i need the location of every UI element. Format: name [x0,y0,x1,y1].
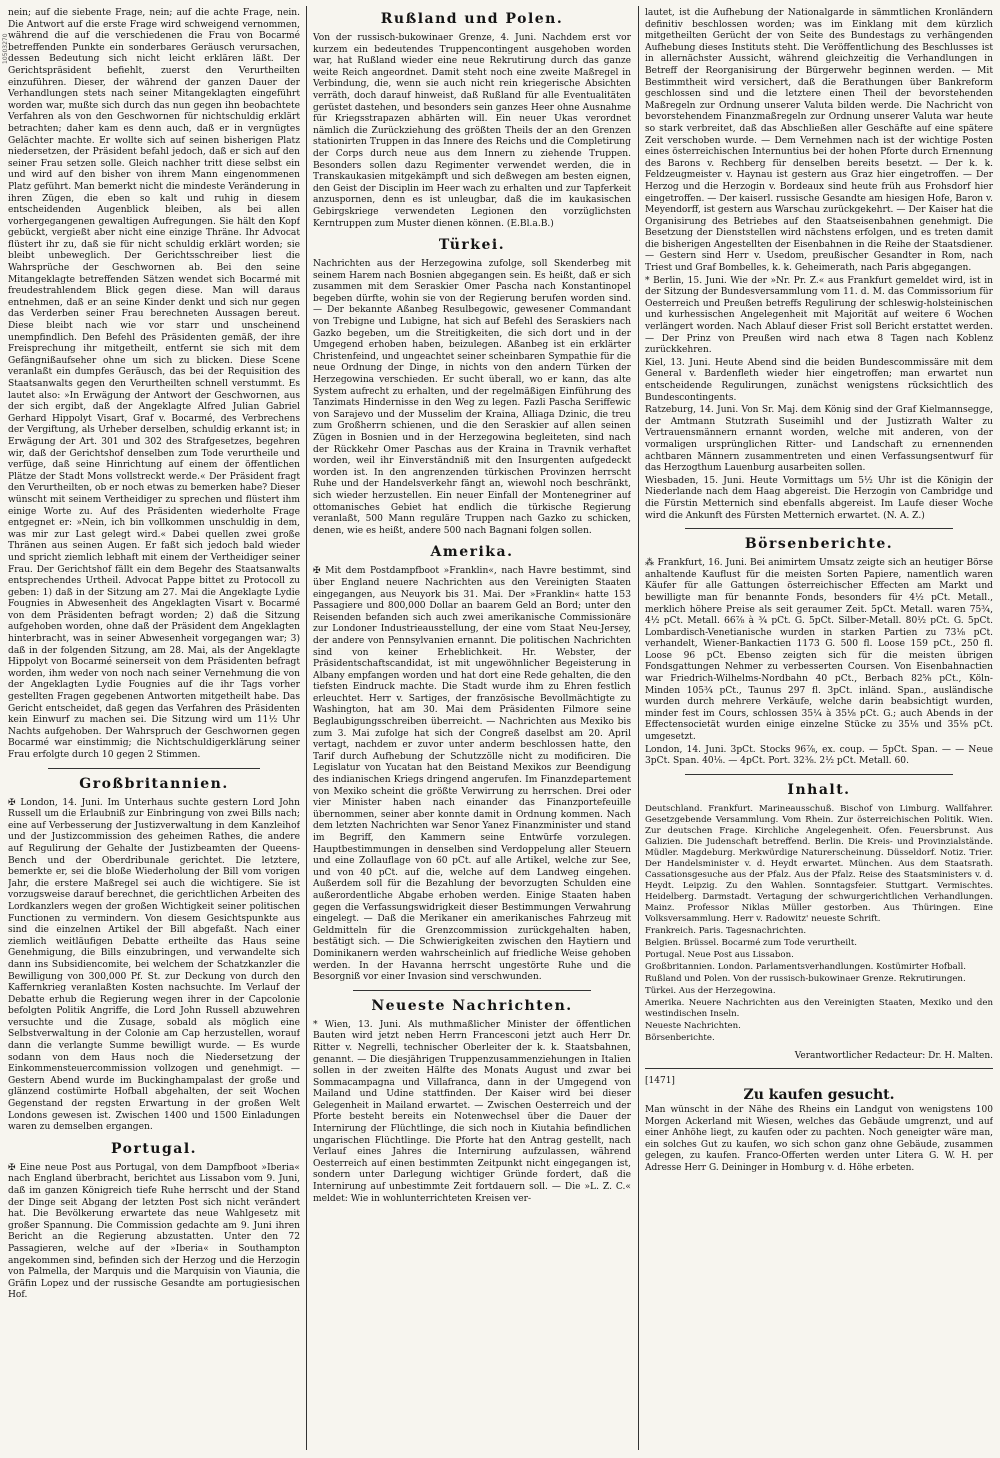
heading-neueste-nachrichten: Neueste Nachrichten. [371,997,573,1014]
advertisement-number: [1471] [645,1075,675,1086]
portugal-article: ✠ Eine neue Post aus Portugal, von dem Dampfboot »Iberia« nach England überbracht, berichtet aus Lissabon vom 9. Juni, daß im ganzen Königreich tiefe Ruhe herrscht und der Stand der Dinge seit Abgang der letzten Post sich nicht verändert hat. Die Bevölkerung erwartete das neue Wahlgesetz mit großer Spannung. Die Commission gedachte am 9. Juni ihren Bericht an die Regierung abzustatten. Unter den 72 Passagieren, welche auf der »Iberia« in Southampton angekommen sind, befinden sich der Herzog und die Herzogin von Palmella, der Marquis und die Marquisin von Viaunia, die Gräfin Lopez und der russische Gesandte am portugiesischen Hof. [8,1162,300,1301]
column-2 [313,8,631,1448]
contents-entry: Neueste Nachrichten. [645,1020,741,1031]
contents-entry: Rußland und Polen. Von der russisch-bukowinaer Grenze. Rekrutirungen. [645,973,966,984]
column-3 [645,8,993,1448]
contents-entry: Portugal. Neue Post aus Lissabon. [645,949,794,960]
archive-stamp: 10503270 [2,33,9,64]
heading-russland-polen: Rußland und Polen. [380,11,564,27]
heading-boersenberichte: Börsenberichte. [744,536,894,553]
contents-entry: Belgien. Brüssel. Bocarmé zum Tode verurtheilt. [645,937,858,948]
wiesbaden-article: Wiesbaden, 15. Juni. Heute Vormittags um 5½ Uhr ist die Königin der Niederlande nach dem Haag abgereist. Die Herzogin von Cambridge und die Fürstin Metternich sind ebenfalls abgereist. Im Laufe dieser Woche wird die Ankunft des Fürsten Metternich erwartet. (N. A. Z.) [645,475,993,521]
column-rule-2 [638,6,639,1450]
contents-entry: Frankreich. Paris. Tagesnachrichten. [645,925,807,936]
contents-entry: Amerika. Neuere Nachrichten aus den Vereinigten Staaten, Mexiko und den westindischen Inseln. [645,997,993,1019]
heading-amerika: Amerika. [430,544,514,561]
contents-entry: Großbritannien. London. Parlamentsverhandlungen. Kostümirter Hofball. [645,961,966,972]
contents-entry: Börsenberichte. [645,1032,715,1043]
column-1 [8,8,300,1448]
table-of-contents [645,804,993,1044]
boersenberichte-london: London, 14. Juni. 3pCt. Stocks 96⅞, ex. coup. — 5pCt. Span. — — Neue 3pCt. Span. 40⅛. — 4pCt. Port. 32⅜. 2½ pCt. Metall. 60. [645,744,993,767]
section-divider [48,768,260,769]
heading-grossbritannien: Großbritannien. [79,775,229,792]
advertisement-title: Zu kaufen gesucht. [743,1087,895,1103]
advertisement-divider [645,1068,993,1069]
editor-credit: Verantwortlicher Redacteur: Dr. H. Malten. [794,1050,993,1061]
contents-entry: Türkei. Aus der Herzegowina. [645,985,776,996]
grossbritannien-article: ✠ London, 14. Juni. Im Unterhaus suchte gestern Lord John Russell um die Erlaubniß zur Einbringung von zwei Bills nach; eine auf Verbesserung der Justizverwaltung in dem Kanzleihof und der Justizcommission des geheimen Rathes, die andere auf Regulirung der Gehalte der Justizbeamten der Queens-Bench und der Oberdribunale gerichtet. Die letztere, bemerkte er, sei die bloße Wiederholung der Bill vom vorigen Jahr, die erstere Maßregel sei auch die wichtigere. Sie ist vorzugsweise darauf berechnet, die gerichtlichen Arbeiten des Lordkanzlers wegen der großen Wichtigkeit seiner politischen Functionen zu vermindern. Von diesem Gesichtspunkte aus sind die einzelnen Artikel der Bill abgefaßt. Nach einer ziemlich weitläufigen Debatte ertheilte das Haus seine Genehmigung, die Bills einzubringen, und verwandelte sich dann ins Subsidiencomite, bei welchem der Schatzkanzler die Bewilligung von 300,000 Pf. St. zur Deckung von durch den Kaffernkrieg veranlaßten Kosten nachsuchte. Im Verlauf der Debatte erhub die Regierung wegen ihrer in der Capcolonie befolgten Politik Angriffe, die Lord John Russell abzuwehren versuchte und die Zusage, sobald als möglich eine Selbstverwaltung in der Colonie am Cap herzustellen, worauf dann die verlangte Summe bewilligt wurde. — Es wurde sodann von dem Haus noch die Niedersetzung der Einkommensteuercommission vollzogen und genehmigt. — Gestern Abend wurde im Buckinghampalast der große und glänzend costümirte Hofball abgehalten, der seit Wochen Gegenstand der regsten Erwartung in der großen Welt Londons gewesen ist. Zwischen 1400 und 1500 Einladungen waren zu demselben ergangen. [8,797,300,1133]
wien-continued-article: lautet, ist die Aufhebung der Nationalgarde in sämmtlichen Kronländern definitiv beschlossen worden; was im Einklang mit dem kürzlich mitgetheilten Gerücht der von Seite des Bundestags zu verhängenden Aufhebung dieses Instituts steht. Die Veröffentlichung des Beschlusses ist in allernächster Aussicht, während gleichzeitig die Verhandlungen in Betreff der Reorganisirung der Bürgerwehr beginnen werden. — Mit Bestimmtheit wird versichert, daß die Berathungen über Bankreform geschlossen sind und die letztere einen Theil der bevorstehenden Maßregeln zur Ordnung unserer Valuta bilden werde. Die Nachricht von bevorstehendem Finanzmaßregeln zur Ordnung unserer Valuta war heute so stark verbreitet, daß das Abschließen aller Geschäfte auf eine spätere Zeit verschoben wurde. — Dem Vernehmen nach ist der wichtige Posten eines österreichischen Internuntius bei der hohen Pforte durch Ernennung des Barons v. Rechberg für denselben bereits besetzt. — Der k. k. Feldzeugmeister v. Haynau ist gestern aus Graz hier eingetroffen. — Der Herzog und die Herzogin v. Bordeaux sind heute früh aus Frohsdorf hier eingetroffen. — Der kaiserl. russische Gesandte am hiesigen Hofe, Baron v. Meyendorff, ist gestern aus Warschau zurückgekehrt. — Der Kaiser hat die Organisirung des Betriebes auf den Staatseisenbahnen genehmigt. Die Besetzung der Dienststellen wird nächstens erfolgen, und es treten damit die bisherigen Angestellten der Eisenbahnen in die Reihe der Staatsdiener. — Gestern sind Herr v. Usedom, preußischer Gesandter in Rom, nach Triest und Graf Bombelles, k. k. Geheimerath, nach Paris abgegangen. [645,8,993,274]
section-divider [353,990,591,991]
berlin-article: * Berlin, 15. Juni. Wie der »Nr. Pr. Z.« aus Frankfurt gemeldet wird, ist in der Sitzung der Bundesversammlung vom 11. d. M. das Commissorium für Oesterreich und Preußen betreffs Regulirung der schleswig-holsteinischen und kurhessischen Angelegenheit mit Majorität auf weitere 6 Wochen verlängert worden. Nach Ablauf dieser Frist soll Bericht erstattet werden. — Der Prinz von Preußen wird nach etwa 8 Tagen nach Koblenz zurückkehren. [645,275,993,356]
column-rule-1 [306,6,307,1450]
kiel-article: Kiel, 13. Juni. Heute Abend sind die beiden Bundescommissäre mit dem General v. Bardenfleth wieder hier eingetroffen; man erwartet nun entscheidende Regulirungen, zunächst wenigstens rücksichtlich des Bundescontingents. [645,357,993,403]
heading-tuerkei: Türkei. [438,237,506,254]
russland-article: Von der russisch-bukowinaer Grenze, 4. Juni. Nachdem erst vor kurzem ein bedeutendes Truppencontingent ausgehoben worden war, hat Rußland wieder eine neue Rekrutirung durch das ganze weite Reich angeordnet. Damit steht noch eine zweite Maßregel in Verbindung, die, wenn sie auch nicht rein kriegerische Absichten verräth, doch darauf hinweist, daß Rußland für alle Eventualitäten gerüstet dastehen, und besonders sein ganzes Heer ohne Ausnahme für Kriegsstrapazen abhärten will. Ein neuer Ukas verordnet nämlich die Zurückziehung des größten Theils der an den Grenzen stationirten Truppen in das Innere des Reichs und die Completirung der Corps durch neue aus dem Innern zu ziehende Truppen. Besonders sollen dazu Regimenter verwendet werden, die in Transkaukasien mitgekämpft und sich deßwegen am besten eignen, den Geist der Disciplin im Heer wach zu erhalten und zur Tapferkeit anzuspornen, denn es ist unleugbar, daß die im kaukasischen Gebirgskriege verwendeten Legionen den vorzüglichsten Kerntruppen zum Muster dienen können. (E.Bl.a.B.) [313,33,631,229]
ratzeburg-article: Ratzeburg, 14. Juni. Von Sr. Maj. dem König sind der Graf Kielmannsegge, der Amtmann Stutzrath Suseimihl und der Justizrath Walter zu Vertrauensmännern ernannt worden, welche mit anderen, von der vormaligen ursprünglichen Ritter- und Landschaft zu ernennenden achtbaren Männern zusammentreten und einen Verfassungsentwurf für das Herzogthum Lauenburg ausarbeiten sollen. [645,405,993,474]
belgium-trial-report: nein; auf die siebente Frage, nein; auf die achte Frage, nein. Die Antwort auf die erste Frage wird schweigend vernommen, während die auf die verschiedenen die Frau von Bocarmé betreffenden Punkte ein sonderbares Geräusch verursachen, dessen Bedeutung sich nicht leicht erklären läßt. Der Gerichtspräsident befiehlt, zuerst den Verurtheilten einzuführen. Dieser, der während der ganzen Dauer der Verhandlungen stets nach seiner Mitangeklagten eingeführt worden war, mußte sich durch das nun gegen ihn beobachtete Verfahren als von den Geschwornen für nichtschuldig erklärt betrachten; daher kam es denn auch, daß er in vergnügtes Gelächter machte. Er wollte sich auf seinen bisherigen Platz niedersetzen, der Präsident befahl jedoch, daß er sich auf den seiner Frau setzen solle. Gleich nachher tritt diese selbst ein und wird auf den bisher von ihrem Mann eingenommenen Platz geführt. Man bemerkt nicht die mindeste Veränderung in ihren Zügen, die eben so kalt und ruhig in diesem entscheidenden Augenblick bleiben, als bei allen vorhergegangenen gewaltigen Aufregungen. Sie hält den Kopf gebückt, vergießt aber nicht eine einzige Thräne. Ihr Advocat flüstert ihr zu, daß sie für nicht schuldig erklärt worden; sie bleibt unbeweglich. Der Gerichtsschreiber liest die Wahrsprüche der Geschwornen ab. Bei den seine Mitangeklagte betreffenden Sätzen wendet sich Bocarmé mit freudestrahlendem Blick gegen diese. Man will daraus entnehmen, daß er an seine Kinder denkt und sich nur gegen das Verderben seiner Frau berechneten Aussagen bereut. Diese bleibt nach wie vor starr und unscheinend unempfindlich. Den Befehl des Präsidenten gemäß, der ihre Freisprechung ihr mitgetheilt, entfernt sie sich mit dem Gefängnißaufseher ohne um sich zu blicken. Diese Scene veranlaßt ein dumpfes Geräusch, das bei der Requisition des Staatsanwalts gegen den Verurtheilten schnell verstummt. Es lautet also: »In Erwägung der Antwort der Geschwornen, aus der sich ergibt, daß der Angeklagte Alfred Julian Gabriel Gerhard Hippolyt Visart, Graf v. Bocarmé, des Verbrechens der Vergiftung, als Urheber derselben, schuldig erkannt ist; in Erwägung der Art. 301 und 302 des Strafgesetzes, begehren wir, daß der Gerichtshof denselben zum Tode verurtheile und verfüge, daß seine Hinrichtung auf einem der öffentlichen Plätze der Stadt Mons vollstreckt werde.« Der Präsident fragt den Verurtheilten, ob er noch etwas zu bemerken habe? Dieser wünscht mit seinem Vertheidiger zu sprechen und flüstert ihm einige Worte zu. Auf des Präsidenten wiederholte Frage entgegnet er: »Nein, ich bin vollkommen unschuldig in dem, was mir zur Last gelegt wird.« Dabei quellen zwei große Thränen aus seinen Augen. Er faßt sich jedoch bald wieder und spricht ziemlich lebhaft mit einem der Vertheidiger seiner Frau. Der Gerichtshof fällt ein dem Begehr des Staatsanwalts entsprechendes Urtheil. Advocat Pappe bittet zu Protocoll zu geben: 1) daß in der Sitzung am 27. Mai die Angeklagte Lydie Fougnies in Abwesenheit des Angeklagten Visart v. Bocarmé von dem Präsidenten befragt worden; 2) daß die Sitzung aufgehoben worden, ohne daß der Präsident dem Angeklagten hinterbracht, was in seiner Abwesenheit vorgegangen war; 3) daß in der folgenden Sitzung, am 28. Mai, als der Angeklagte Hippolyt von Bocarmé seinerseit von dem Präsidenten befragt worden, ihm weder von noch nach seiner Vernehmung die von der Angeklagten Lydie Fougnies auf die ihr Tags vorher gestellten Fragen gegebenen Antworten mitgetheilt habe. Das Gericht entscheidet, daß gegen das Verfahren des Präsidenten kein Einwurf zu machen sei. Die Sitzung wird um 11½ Uhr Nachts aufgehoben. Der Wahrspruch der Geschwornen gegen Bocarmé war einstimmig; die Nichtschuldigerklärung seiner Frau erfolgte durch 10 gegen 2 Stimmen. [8,8,300,760]
heading-inhalt: Inhalt. [787,781,851,798]
boersenberichte-frankfurt: ⁂ Frankfurt, 16. Juni. Bei animirtem Umsatz zeigte sich an heutiger Börse anhaltende Kauflust für die meisten Sorten Papiere, namentlich waren Käufer für alle Gattungen österreichischer Effecten am Markt und bewilligte man für benannte Fonds, besonders für 4½ pCt. Metall., merklich höhere Preise als seit geraumer Zeit. 5pCt. Metall. waren 75¾, 4½ pCt. Metall. 66⅞ à ¾ pCt. G. 5pCt. Silber-Metall. 80½ pCt. G. 5pCt. Lombardisch-Venetianische wurden in starken Partien zu 73⅛ pCt. verhandelt, Wiener-Bankactien 1173 G. 500 fl. Loose 159 pCt., 250 fl. Loose 96 pCt. Ebenso zeigten sich für die meisten übrigen Fondsgattungen Nehmer zu verbesserten Coursen. Von Eisenbahnactien war Friedrich-Wilhelms-Nordbahn 40 pCt., Berbach 82⅝ pCt., Köln-Minden 105¾ pCt., Taunus 297 fl. 3pCt. inländ. Span., ausländische wurden durch mehrere Verkäufe, welche darin beabsichtigt wurden, minder fest im Cours, schlossen 35¼ à 35⅛ pCt. G.; auch Abends in der Effectensocietät wurden einige einzelne Stücke zu 35⅛ und 35⅛ pCt. umgesetzt. [645,558,993,743]
advertisement-text: Man wünscht in der Nähe des Rheins ein Landgut von wenigstens 100 Morgen Ackerland mit Wiesen, welches das Gebäude umgrenzt, und auf einer Anhöhe liegt, zu kaufen oder zu pachten. Noch geneigter wäre man, ein solches Gut zu kaufen, wo sich schon ganz ohne Gebäude, zusammen gelegen, zu kaufen. Franco-Offerten werden unter Litera G. W. H. per Adresse Herr G. Deininger in Homburg v. d. Höhe erbeten. [645,1105,993,1173]
tuerkei-article: Nachrichten aus der Herzegowina zufolge, soll Skenderbeg mit seinem Harem nach Bosnien abgegangen sein. Es heißt, daß er sich zusammen mit dem Seraskier Omer Pascha nach Konstantinopel begeben dürfte, wohin sie von der Regierung berufen worden sind. — Der bekannte Aßanbeg Resulbegowic, gewesener Commandant von Trebigne und Lubigne, hat sich auf Befehl des Seraskiers nach Gazko begeben, um die Streitigkeiten, die sich dort und in der Umgegend erhoben haben, beizulegen. Aßanbeg ist ein erklärter Christenfeind, und ungeachtet seiner scheinbaren Sympathie für die neue Ordnung der Dinge, in nichts von den andern Türken der Herzegowina verschieden. Er sucht überall, wo er kann, das alte System aufrecht zu erhalten, und der regelmäßigen Einführung des Tanzimats Hindernisse in den Weg zu legen. Fazli Pascha Seriffewic von Sarajevo und der Musselim der Kraina, Alliaga Dzinic, die treu zum Großherrn schienen, und die den Seraskier auf allen seinen Zügen in Bosnien und in der Herzegowina begleiteten, sind nach der Rückkehr Omer Paschas aus der Kraina in Travnik verhaftet worden, weil ihr Einverständniß mit den Insurgenten aufgedeckt worden ist. In den angrenzenden türkischen Provinzen herrscht Ruhe und der Handelsverkehr fängt an, wiewohl noch beschränkt, sich wieder herzustellen. Ein neuer Einfall der Montenegriner auf ottomanisches Gebiet hat endlich die türkische Regierung veranlaßt, 500 Mann reguläre Truppen nach Gazko zu schicken, denen, wie es heißt, andere 500 nach Bagnani folgen sollen. [313,259,631,536]
amerika-article: ✠ Mit dem Postdampfboot »Franklin«, nach Havre bestimmt, sind über England neuere Nachrichten aus den Vereinigten Staaten eingegangen, aus Neuyork bis 31. Mai. Der »Franklin« hatte 153 Passagiere und 800,000 Dollar an baarem Geld an Bord; unter den Reisenden befanden sich auch zwei amerikanische Commissionäre zur Londoner Industrieausstellung, der eine vom Staat Neu-Jersey, der andere von Pennsylvanien ernannt. Die politischen Nachrichten sind von keiner Erheblichkeit. Hr. Webster, der Präsidentschaftscandidat, ist mit ungewöhnlicher Begeisterung in Albany empfangen worden und hat dort eine Rede gehalten, die den tiefsten Eindruck machte. Die Stadt wurde ihm zu Ehren festlich erleuchtet. Herr v. Sartiges, der französische Bevollmächtigte zu Washington, hat am 30. Mai dem Präsidenten Filmore seine Beglaubigungsschreiben überreicht. — Nachrichten aus Mexiko bis zum 3. Mai zufolge hat sich der Congreß daselbst am 20. April vertagt, nachdem er zuvor unter anderm beschlossen hatte, den Tarif durch Aufhebung der Schutzzölle nicht zu modificiren. Die Legislatur von Yucatan hat den Beistand Mexikos zur Beendigung des indianischen Kriegs dringend angerufen. Im Finanzdepartement von Mexiko scheint die größte Verwirrung zu herrschen. Drei oder vier Minister haben nach einander das Finanzportefeuille übernommen, seiner aber konnte damit in Ordnung kommen. Nach dem letzten Nachrichten war Senor Yanez Finanzminister und stand im Begriff, den Kammern seine Entwürfe vorzulegen. Hauptbestimmungen in denselben sind Verdoppelung aller Steuern und eine Zollauflage von 60 pCt. auf alle Artikel, welche zur See, und von 40 pCt. auf die, welche auf dem Landweg eingehen. Außerdem soll für die Bezahlung der bevorzugten Schulden eine außerordentliche Abgabe erhoben werden. Einige Staaten haben gegen die Verfassungswidrigkeit dieser Bestimmungen Verwahrung eingelegt. — Daß die Merikaner ein amerikanisches Fahrzeug mit Geldmitteln für die Grenzcommission zurückgehalten haben, bestätigt sich. — Die Schwierigkeiten zwischen den Haytiern und Dominikanern werden wahrscheinlich auf friedliche Weise gehoben werden. In der Havanna herrscht ungestörte Ruhe und die Besorgniß vor einer Invasion sind verschwunden. [313,566,631,983]
section-divider [685,528,953,529]
heading-portugal: Portugal. [110,1140,198,1157]
contents-entry: Deutschland. Frankfurt. Marineausschuß. Bischof von Limburg. Wallfahrer. Gesetzgebende Versammlung. Vom Rhein. Zur österreichischen Politik. Wien. Zur deutschen Frage. Kirchliche Angelegenheit. Ofen. Feuersbrunst. Aus Galizien. Die Judenschaft betreffend. Berlin. Die Kreis- und Provinzialstände. Müdler. Magdeburg. Merkwürdige Naturerscheinung. Düsseldorf. Notiz. Trier. Der Handelsminister v. d. Heydt erwartet. München. Aus dem Staatsrath. Cassationsgesuche aus der Pfalz. Aus der Pfalz. Reise des Staatsministers v. d. Heydt. Leipzig. Zu den Wahlen. Sonntagsfeier. Stuttgart. Vermischtes. Heidelberg. Darmstadt. Vertagung der schwurgerichtlichen Verhandlungen. Mainz. Professor Niklas Müller gestorben. Aus Thüringen. Eine Volksversammlung. Herr v. Radowitz' neueste Schrift. [645,803,993,924]
section-divider [685,774,953,775]
neueste-nachrichten-article: * Wien, 13. Juni. Als muthmaßlicher Minister der öffentlichen Bauten wird jetzt neben Herrn Francesconi jetzt auch Herr Dr. Ritter v. Negrelli, technischer Oberleiter der k. k. Staatsbahnen, genannt. — Die diesjährigen Truppenzusammenziehungen in Italien sollen in der zweiten Hälfte des Monats August und zwar bei Sommacampagna und Villafranca, dann in der Umgegend von Mailand und Udine stattfinden. Der Kaiser wird bei dieser Gelegenheit in Mailand erwartet. — Zwischen Oesterreich und der Pforte besteht bereits ein Notenwechsel über die Dauer der Internirung der Flüchtlinge, die sich noch in Kiutahia befindlichen ungarischen Flüchtlinge. Die Pforte hat den Antrag gestellt, nach Verlauf eines Jahres die Internirung aufzulassen, während Oesterreich auf einen bestimmten Zeitpunkt nicht eingegangen ist, sondern unter Darlegung wichtiger Gründe fordert, daß die Internirung auf unbestimmte Zeit fortdauern soll. — Die »L. Z. C.« meldet: Wie in wohlunterrichteten Kreisen ver- [313,1019,631,1204]
